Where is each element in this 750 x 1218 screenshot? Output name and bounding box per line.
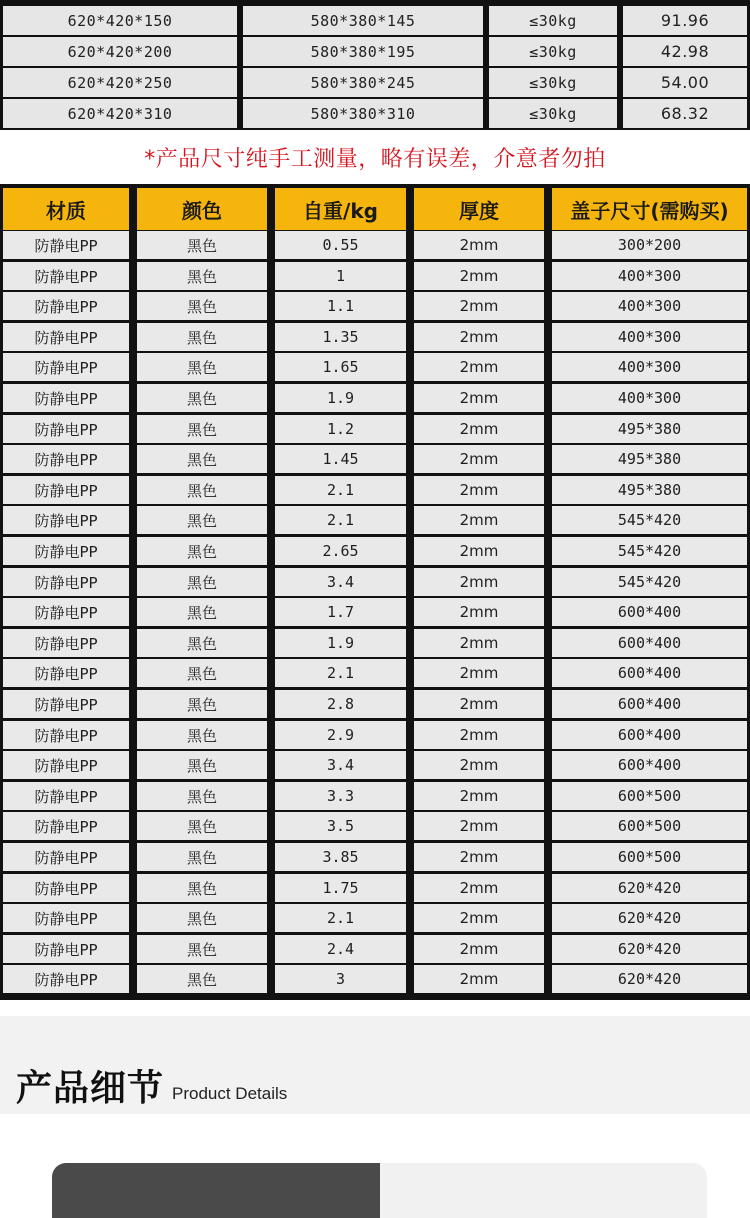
cell-material: 防静电PP	[3, 904, 129, 932]
cell-weight: 3.85	[275, 843, 406, 871]
table-row	[0, 262, 750, 290]
cell-thickness: 2mm	[414, 445, 544, 473]
cell-thickness: 2mm	[414, 231, 544, 259]
cell-material: 防静电PP	[3, 812, 129, 840]
table-row	[0, 935, 750, 963]
table-row	[0, 659, 750, 687]
cell-material: 防静电PP	[3, 751, 129, 779]
cell-thickness: 2mm	[414, 874, 544, 902]
cell-lid-size: 545*420	[552, 568, 747, 596]
size-table-cell-load: ≤30kg	[489, 68, 617, 97]
cell-lid-size: 400*300	[552, 323, 747, 351]
cell-color: 黑色	[137, 629, 267, 657]
cell-color: 黑色	[137, 721, 267, 749]
cell-color: 黑色	[137, 231, 267, 259]
cell-lid-size: 400*300	[552, 262, 747, 290]
cell-lid-size: 600*400	[552, 659, 747, 687]
cell-weight: 2.1	[275, 506, 406, 534]
cell-thickness: 2mm	[414, 353, 544, 381]
table-row	[0, 292, 750, 320]
size-table-cell-inner: 580*380*145	[243, 6, 483, 35]
cell-weight: 0.55	[275, 231, 406, 259]
cell-color: 黑色	[137, 598, 267, 626]
cell-material: 防静电PP	[3, 965, 129, 993]
measurement-notice: *产品尺寸纯手工测量，略有误差，介意者勿拍	[0, 130, 750, 184]
cell-weight: 3.4	[275, 568, 406, 596]
cell-material: 防静电PP	[3, 353, 129, 381]
size-table-cell-inner: 580*380*195	[243, 37, 483, 66]
cell-color: 黑色	[137, 874, 267, 902]
cell-weight: 2.1	[275, 476, 406, 504]
size-table-row	[0, 68, 750, 97]
cell-thickness: 2mm	[414, 384, 544, 412]
cell-lid-size: 620*420	[552, 904, 747, 932]
table-row	[0, 323, 750, 351]
cell-thickness: 2mm	[414, 721, 544, 749]
cell-lid-size: 600*500	[552, 812, 747, 840]
cell-weight: 3.5	[275, 812, 406, 840]
table-row	[0, 874, 750, 902]
product-photo-crate	[52, 1163, 380, 1218]
cell-material: 防静电PP	[3, 843, 129, 871]
size-table-cell-price: 91.96	[623, 6, 747, 35]
table-row	[0, 415, 750, 443]
table-row	[0, 904, 750, 932]
cell-thickness: 2mm	[414, 935, 544, 963]
table-row	[0, 476, 750, 504]
table-row	[0, 965, 750, 993]
table-row	[0, 721, 750, 749]
cell-lid-size: 495*380	[552, 415, 747, 443]
cell-material: 防静电PP	[3, 476, 129, 504]
table-row	[0, 812, 750, 840]
cell-lid-size: 600*400	[552, 721, 747, 749]
cell-material: 防静电PP	[3, 323, 129, 351]
cell-color: 黑色	[137, 782, 267, 810]
table-row	[0, 690, 750, 718]
cell-lid-size: 620*420	[552, 965, 747, 993]
cell-color: 黑色	[137, 568, 267, 596]
cell-weight: 2.4	[275, 935, 406, 963]
cell-lid-size: 600*400	[552, 751, 747, 779]
table-row	[0, 751, 750, 779]
cell-lid-size: 600*400	[552, 598, 747, 626]
cell-material: 防静电PP	[3, 721, 129, 749]
cell-weight: 1.9	[275, 384, 406, 412]
cell-thickness: 2mm	[414, 506, 544, 534]
cell-color: 黑色	[137, 965, 267, 993]
cell-material: 防静电PP	[3, 231, 129, 259]
cell-weight: 2.1	[275, 904, 406, 932]
cell-thickness: 2mm	[414, 690, 544, 718]
cell-weight: 3.4	[275, 751, 406, 779]
cell-material: 防静电PP	[3, 292, 129, 320]
cell-color: 黑色	[137, 476, 267, 504]
cell-weight: 2.1	[275, 659, 406, 687]
size-table	[0, 0, 750, 130]
table-row	[0, 598, 750, 626]
header-color: 颜色	[137, 188, 267, 230]
cell-thickness: 2mm	[414, 292, 544, 320]
cell-thickness: 2mm	[414, 629, 544, 657]
cell-material: 防静电PP	[3, 445, 129, 473]
cell-color: 黑色	[137, 751, 267, 779]
cell-color: 黑色	[137, 353, 267, 381]
cell-thickness: 2mm	[414, 598, 544, 626]
cell-weight: 1.1	[275, 292, 406, 320]
cell-lid-size: 600*500	[552, 782, 747, 810]
cell-thickness: 2mm	[414, 965, 544, 993]
cell-lid-size: 600*500	[552, 843, 747, 871]
table-row	[0, 843, 750, 871]
cell-color: 黑色	[137, 659, 267, 687]
cell-thickness: 2mm	[414, 568, 544, 596]
cell-thickness: 2mm	[414, 812, 544, 840]
cell-color: 黑色	[137, 262, 267, 290]
cell-weight: 1.65	[275, 353, 406, 381]
cell-weight: 1.45	[275, 445, 406, 473]
cell-thickness: 2mm	[414, 537, 544, 565]
header-material: 材质	[3, 188, 129, 230]
cell-lid-size: 400*300	[552, 292, 747, 320]
cell-color: 黑色	[137, 292, 267, 320]
cell-lid-size: 620*420	[552, 935, 747, 963]
header-lid-size: 盖子尺寸(需购买)	[552, 188, 747, 230]
cell-material: 防静电PP	[3, 506, 129, 534]
cell-lid-size: 400*300	[552, 384, 747, 412]
cell-lid-size: 600*400	[552, 690, 747, 718]
size-table-row	[0, 37, 750, 66]
cell-weight: 2.8	[275, 690, 406, 718]
table-row	[0, 629, 750, 657]
size-table-cell-price: 54.00	[623, 68, 747, 97]
section-title: 产品细节	[16, 1068, 165, 1109]
size-table-cell-inner: 580*380*310	[243, 99, 483, 128]
table-row	[0, 782, 750, 810]
header-thickness: 厚度	[414, 188, 544, 230]
cell-thickness: 2mm	[414, 323, 544, 351]
cell-weight: 1.9	[275, 629, 406, 657]
cell-material: 防静电PP	[3, 690, 129, 718]
table-row	[0, 568, 750, 596]
cell-color: 黑色	[137, 690, 267, 718]
cell-weight: 2.65	[275, 537, 406, 565]
size-table-cell-load: ≤30kg	[489, 99, 617, 128]
cell-thickness: 2mm	[414, 843, 544, 871]
cell-weight: 3	[275, 965, 406, 993]
cell-lid-size: 495*380	[552, 445, 747, 473]
cell-material: 防静电PP	[3, 415, 129, 443]
cell-color: 黑色	[137, 904, 267, 932]
size-table-cell-inner: 580*380*245	[243, 68, 483, 97]
cell-weight: 1.35	[275, 323, 406, 351]
cell-weight: 1.7	[275, 598, 406, 626]
size-table-cell-load: ≤30kg	[489, 37, 617, 66]
cell-weight: 3.3	[275, 782, 406, 810]
cell-color: 黑色	[137, 415, 267, 443]
cell-color: 黑色	[137, 843, 267, 871]
cell-color: 黑色	[137, 812, 267, 840]
cell-color: 黑色	[137, 323, 267, 351]
size-table-cell-outer: 620*420*310	[3, 99, 237, 128]
cell-thickness: 2mm	[414, 415, 544, 443]
cell-thickness: 2mm	[414, 782, 544, 810]
cell-material: 防静电PP	[3, 598, 129, 626]
size-table-cell-outer: 620*420*250	[3, 68, 237, 97]
cell-thickness: 2mm	[414, 904, 544, 932]
cell-material: 防静电PP	[3, 629, 129, 657]
cell-lid-size: 620*420	[552, 874, 747, 902]
cell-thickness: 2mm	[414, 262, 544, 290]
table-row	[0, 445, 750, 473]
cell-material: 防静电PP	[3, 568, 129, 596]
product-photo	[52, 1163, 707, 1218]
cell-weight: 1	[275, 262, 406, 290]
cell-lid-size: 600*400	[552, 629, 747, 657]
table-row	[0, 384, 750, 412]
cell-lid-size: 300*200	[552, 231, 747, 259]
cell-material: 防静电PP	[3, 935, 129, 963]
cell-lid-size: 545*420	[552, 537, 747, 565]
cell-weight: 2.9	[275, 721, 406, 749]
cell-color: 黑色	[137, 537, 267, 565]
cell-weight: 1.2	[275, 415, 406, 443]
size-table-cell-outer: 620*420*200	[3, 37, 237, 66]
cell-material: 防静电PP	[3, 262, 129, 290]
size-table-row	[0, 6, 750, 35]
cell-thickness: 2mm	[414, 751, 544, 779]
cell-color: 黑色	[137, 384, 267, 412]
table-row	[0, 537, 750, 565]
size-table-cell-price: 68.32	[623, 99, 747, 128]
cell-material: 防静电PP	[3, 659, 129, 687]
cell-material: 防静电PP	[3, 384, 129, 412]
cell-color: 黑色	[137, 445, 267, 473]
spec-table	[0, 184, 750, 1000]
cell-material: 防静电PP	[3, 782, 129, 810]
header-weight: 自重/kg	[275, 188, 406, 230]
cell-material: 防静电PP	[3, 874, 129, 902]
cell-thickness: 2mm	[414, 476, 544, 504]
cell-thickness: 2mm	[414, 659, 544, 687]
size-table-cell-load: ≤30kg	[489, 6, 617, 35]
cell-lid-size: 545*420	[552, 506, 747, 534]
size-table-row	[0, 99, 750, 128]
section-subtitle: Product Details	[172, 1084, 288, 1103]
cell-color: 黑色	[137, 935, 267, 963]
cell-lid-size: 400*300	[552, 353, 747, 381]
cell-lid-size: 495*380	[552, 476, 747, 504]
size-table-cell-price: 42.98	[623, 37, 747, 66]
table-row	[0, 231, 750, 259]
table-row	[0, 506, 750, 534]
size-table-cell-outer: 620*420*150	[3, 6, 237, 35]
cell-weight: 1.75	[275, 874, 406, 902]
cell-color: 黑色	[137, 506, 267, 534]
table-row	[0, 353, 750, 381]
cell-material: 防静电PP	[3, 537, 129, 565]
